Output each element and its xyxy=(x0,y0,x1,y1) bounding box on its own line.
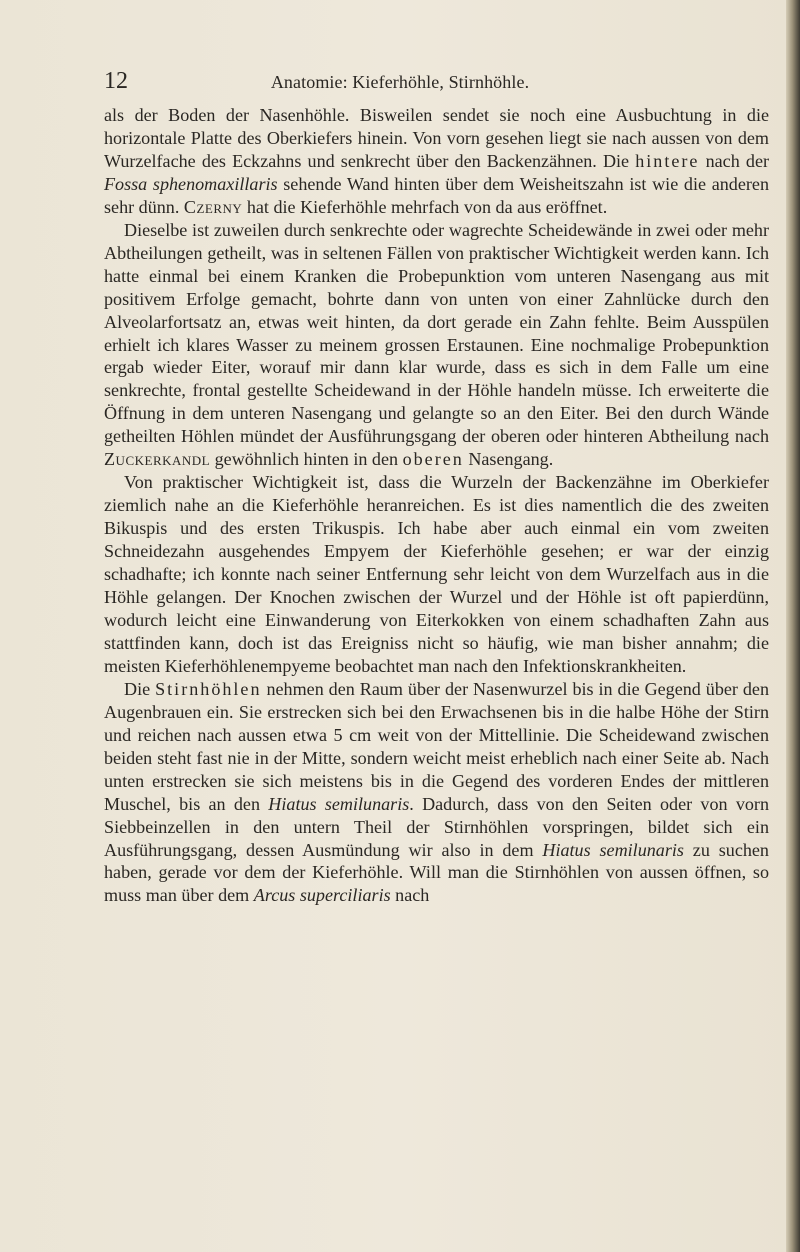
text-run: Die xyxy=(124,678,156,699)
text-run: als der Boden der Nasenhöhle. Bisweilen sendet sie noch eine Ausbuchtung in die horizontale Platte des Oberkiefers hinein. Von vorn gesehen liegt sie nach aussen von dem Wurzelfache des Eckzahns und senkrecht über den Backenzähnen. Die xyxy=(104,105,769,171)
text-run: hat die Kieferhöhle mehrfach von da aus eröffnet. xyxy=(242,196,608,217)
text-run: . Dadurch, dass von den Seiten oder von vorn Siebbeinzellen in den untern Theil der Stirnhöhlen vorspringen, bildet sich ein Ausführungsgang, dessen Ausmündung wir also in dem xyxy=(104,793,769,860)
text-run: Von praktischer Wichtigkeit ist, dass die Wurzeln der Backenzähne im Oberkiefer ziemlich nahe an die Kieferhöhle heranreichen. Es ist dies namentlich die des zweiten Bikuspis und des ersten Trikuspis. Ich habe aber auch einmal ein vom zweiten Schneidezahn ausgehendes Empyem der Kieferhöhle gesehen; er war der einzig schadhafte; ich konnte nach seiner Entfernung sehr leicht von dem Wurzelfach aus in die Höhle gelangen. Der Knochen zwischen der Wurzel und der Höhle ist oft papierdünn, wodurch leicht eine Einwanderung von Eiterkokken von einem schadhaften Zahn aus stattfinden kann, doch ist das Ereigniss nicht so häufig, wie man bisher annahm; die meisten Kieferhöhlenempyeme beobachtet man nach den Infektionskrankheiten. xyxy=(104,472,769,676)
text-run: zu suchen haben, gerade vor dem der Kieferhöhle. Will man die Stirnhöhlen von aussen öffnen, so muss man über dem xyxy=(104,839,769,906)
paragraph xyxy=(104,219,769,471)
italic-term: Hiatus semilunaris xyxy=(268,793,410,814)
text-run: nach der xyxy=(699,150,769,171)
text-run: sehende Wand hinten über dem Weisheitszahn ist wie die anderen sehr dünn. xyxy=(104,173,769,217)
body-text xyxy=(104,104,769,907)
italic-term: Fossa sphenomaxillaris xyxy=(104,173,278,194)
emphasized-word: Stirnhöhlen xyxy=(155,678,262,699)
text-run: nehmen den Raum über der Nasenwurzel bis in die Gegend über den Augenbrauen ein. Sie erstrecken sich bei den Erwachsenen bis in die halbe Höhe der Stirn und reichen nach aussen etwa 5 cm weit von der Mittellinie. Die Scheidewand zwischen beiden steht fast nie in der Mitte, sondern weicht meist erheblich nach einer Seite ab. Nach unten erstrecken sie sich meistens bis in die Gegend des vorderen Endes der mittleren Muschel, bis an den xyxy=(104,678,770,814)
emphasized-word: oberen xyxy=(402,449,464,470)
author-name: Zuckerkandl xyxy=(104,449,211,470)
running-head: Anatomie: Kieferhöhle, Stirnhöhle. xyxy=(270,72,530,92)
paragraph xyxy=(104,678,769,908)
page-header xyxy=(0,66,800,96)
author-name: Czerny xyxy=(183,196,243,217)
text-run: gewöhnlich hinten in den xyxy=(210,449,403,470)
page-number: 12 xyxy=(104,68,128,94)
paragraph xyxy=(104,104,769,219)
emphasized-word: hintere xyxy=(635,150,700,171)
text-run: Nasengang. xyxy=(463,449,554,470)
text-run: nach xyxy=(390,885,430,906)
paragraph xyxy=(104,471,769,678)
page-edge-shadow xyxy=(786,0,800,1252)
italic-term: Arcus superciliaris xyxy=(253,885,391,906)
italic-term: Hiatus semilunaris xyxy=(542,839,684,860)
text-run: Dieselbe ist zuweilen durch senkrechte oder wagrechte Scheidewände in zwei oder mehr Abtheilungen getheilt, was in seltenen Fällen von praktischer Wichtigkeit werden kann. Ich hatte einmal bei einem Kranken die Probepunktion vom unteren Nasengang aus mit positivem Erfolge gemacht, bohrte dann von unten von einer Zahnlücke durch den Alveolarfortsatz an, etwas weit hinten, da dort gerade ein Zahn fehlte. Beim Ausspülen erhielt ich klares Wasser zu meinem grossen Erstaunen. Eine nochmalige Probepunktion ergab wieder Eiter, worauf mir dann klar wurde, dass es sich in dem Falle um eine senkrechte, frontal gestellte Scheidewand in der Höhle handeln müsse. Ich erweiterte die Öffnung in dem unteren Nasengang und gelangte so an den Eiter. Bei den durch Wände getheilten Höhlen mündet der Ausführungsgang der oberen oder hinteren Abtheilung nach xyxy=(104,219,769,447)
